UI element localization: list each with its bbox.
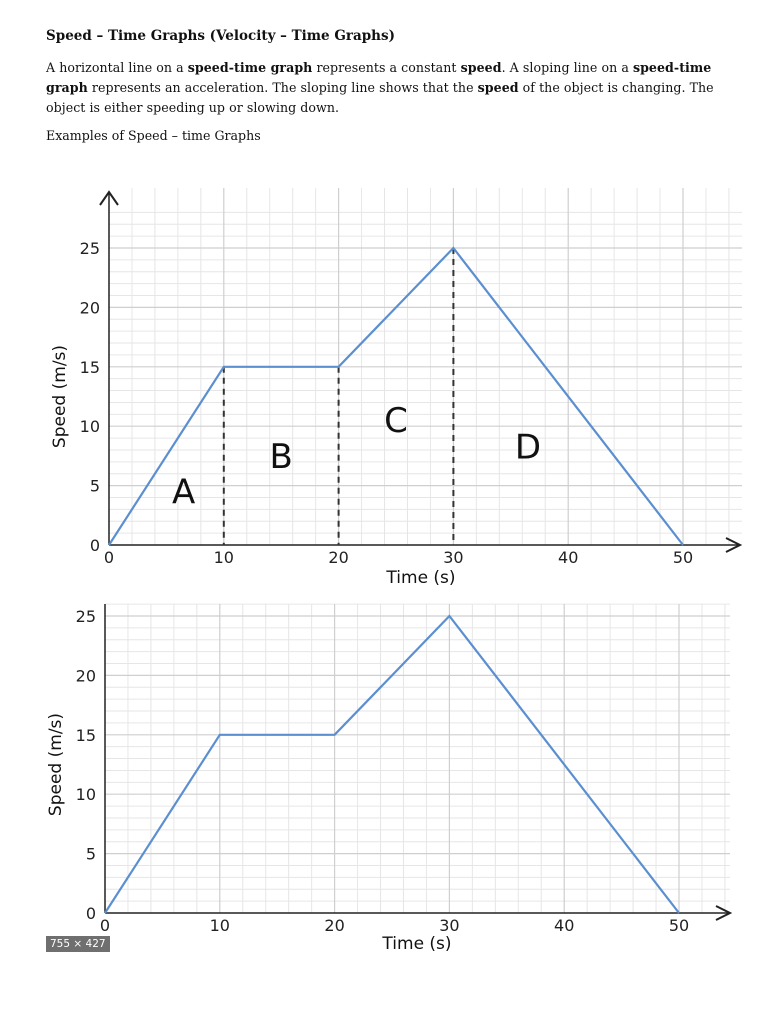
- region-label-a: A: [171, 472, 196, 513]
- speed-time-chart-labeled: [0, 180, 768, 590]
- y-tick-label: 0: [85, 904, 96, 923]
- x-tick-label: 20: [328, 548, 349, 567]
- y-tick-label: 20: [75, 666, 96, 686]
- y-axis-title: Speed (m/s): [50, 344, 70, 449]
- region-label-d: D: [514, 427, 542, 468]
- paragraph-text: represents a constant: [312, 60, 461, 75]
- x-tick-label: 50: [668, 916, 690, 935]
- x-tick-label: 40: [554, 916, 575, 935]
- paragraph-text: A horizontal line on a: [46, 60, 188, 75]
- document-body: [46, 28, 726, 143]
- x-tick-label: 30: [443, 548, 464, 567]
- y-tick-label: 5: [89, 476, 100, 496]
- region-label-b: B: [269, 436, 293, 477]
- bold-term: speed: [460, 60, 502, 75]
- page-heading: Speed – Time Graphs (Velocity – Time Graphs): [46, 28, 395, 44]
- paragraph-text: of the object is changing. The object is either speeding up or slowing down.: [46, 80, 714, 115]
- y-tick-label: 10: [75, 785, 96, 805]
- region-label-c: C: [384, 401, 408, 442]
- y-tick-label: 10: [79, 417, 100, 437]
- x-tick-label: 10: [209, 916, 230, 935]
- speed-time-chart-plain: [0, 598, 768, 960]
- y-tick-label: 25: [79, 239, 100, 258]
- y-tick-label: 25: [75, 607, 96, 626]
- x-tick-label: 50: [672, 548, 694, 567]
- y-tick-label: 15: [79, 357, 100, 377]
- x-tick-label: 40: [558, 548, 579, 567]
- y-tick-label: 5: [85, 844, 96, 864]
- x-tick-label: 20: [324, 916, 345, 935]
- bold-term: speed-time graph: [187, 60, 313, 75]
- examples-caption: Examples of Speed – time Graphs: [46, 128, 261, 143]
- bold-term: speed: [477, 80, 519, 95]
- y-axis-title: Speed (m/s): [46, 712, 66, 817]
- x-tick-label: 0: [103, 548, 115, 567]
- x-tick-label: 10: [213, 548, 234, 567]
- y-tick-label: 15: [75, 725, 96, 745]
- y-tick-label: 20: [79, 298, 100, 318]
- bold-term: speed-time graph: [46, 60, 712, 95]
- paragraph-text: represents an acceleration. The sloping line shows that the: [87, 80, 478, 95]
- intro-paragraph: [46, 58, 726, 118]
- image-dimensions-badge: 755 × 427: [46, 936, 110, 952]
- series-line: [105, 616, 679, 913]
- paragraph-text: . A sloping line on a: [501, 60, 633, 75]
- x-tick-label: 0: [99, 916, 111, 935]
- y-tick-label: 0: [89, 536, 100, 555]
- grid: [109, 188, 742, 545]
- x-axis-title: Time (s): [382, 934, 452, 954]
- x-tick-label: 30: [439, 916, 460, 935]
- x-axis-title: Time (s): [386, 568, 456, 588]
